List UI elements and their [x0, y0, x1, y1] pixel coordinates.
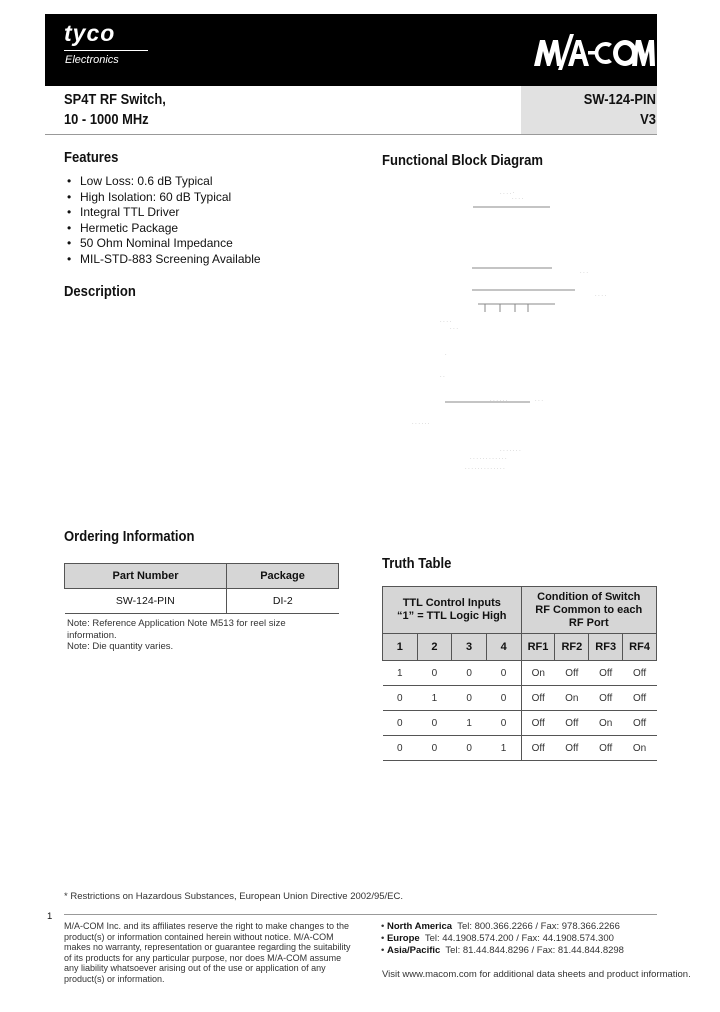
column-header: Package: [227, 564, 339, 589]
table-cell: Off: [555, 661, 589, 686]
ordering-note: Note: Reference Application Note M513 for reel size information.: [67, 618, 286, 641]
column-header: RF1: [521, 634, 555, 661]
svg-text:· · · ·: · · · ·: [440, 319, 452, 325]
table-cell: Off: [521, 711, 555, 736]
feature-item: • 50 Ohm Nominal Impedance: [64, 236, 364, 252]
tyco-logo-subtitle: Electronics: [65, 54, 119, 66]
condition-header-line: Condition of Switch: [537, 590, 641, 603]
column-header: 3: [452, 634, 487, 661]
table-row: [383, 711, 657, 736]
column-header: RF3: [589, 634, 623, 661]
table-row: [383, 736, 657, 761]
table-cell: Off: [589, 686, 623, 711]
ordering-note: Note: Die quantity varies.: [67, 641, 174, 652]
table-cell: On: [623, 736, 657, 761]
feature-item: • High Isolation: 60 dB Typical: [64, 190, 364, 206]
macom-logo: [532, 32, 656, 74]
table-cell: On: [521, 661, 555, 686]
svg-text:· · · · · ·: · · · · · ·: [490, 398, 508, 404]
table-row: [65, 589, 339, 614]
truth-table-heading: Truth Table: [382, 556, 452, 572]
features-heading: Features: [64, 150, 119, 166]
contact-numbers: Tel: 81.44.844.8296 / Fax: 81.44.844.8298: [445, 945, 624, 957]
svg-text:· · · · · · ·: · · · · · · ·: [500, 448, 521, 454]
svg-text:·: ·: [445, 352, 447, 358]
contact-asia-pacific: • Asia/Pacific Tel: 81.44.844.8296 / Fax: 81.44.844.8298: [381, 945, 624, 957]
part-number-cell: SW-124-PIN: [65, 589, 227, 614]
website-link[interactable]: Visit www.macom.com for additional data sheets and product information.: [382, 969, 691, 980]
product-title: [64, 90, 166, 130]
feature-item: • Integral TTL Driver: [64, 205, 364, 221]
condition-header-line: RF Common to each: [535, 603, 643, 616]
table-cell: 1: [417, 686, 452, 711]
ordering-table-header: [65, 564, 339, 589]
table-cell: Off: [555, 736, 589, 761]
table-cell: Off: [589, 736, 623, 761]
region-label: North America: [386, 921, 453, 932]
svg-text:· · · ·: · · · ·: [512, 196, 524, 202]
version: V3: [640, 111, 656, 128]
svg-text:· · · · · ·: · · · · · ·: [412, 421, 430, 427]
footer-divider: [64, 914, 657, 915]
page-number: 1: [47, 911, 53, 922]
feature-item: • Low Loss: 0.6 dB Typical: [64, 174, 364, 190]
svg-text:. . . . ·: . . . . ·: [500, 190, 515, 196]
block-diagram-image: [400, 180, 620, 480]
svg-text:· · · · · · · · · · · · ·: · · · · · · · · · · · · ·: [465, 466, 505, 472]
contact-numbers: Tel: 800.366.2266 / Fax: 978.366.2266: [457, 921, 620, 932]
legal-disclaimer: M/A-COM Inc. and its affiliates reserve the right to make changes to the product(s) or information contained herein without notice. M/A-COM makes no warranty, representation or guarantee regarding the suitability of its products for any particular purpose, nor does M/A-COM assume any liability whatsoever arising out of the use or application of any product(s) or information.: [64, 921, 351, 984]
part-number: SW-124-PIN: [583, 91, 656, 108]
switch-condition-header: [521, 587, 656, 634]
table-cell: 0: [417, 736, 452, 761]
ttl-header-line: TTL Control Inputs: [402, 597, 501, 609]
table-cell: 1: [383, 661, 418, 686]
table-cell: 1: [452, 711, 487, 736]
svg-text:· · ·: · · ·: [535, 398, 543, 404]
table-cell: 0: [383, 711, 418, 736]
feature-item: • Hermetic Package: [64, 221, 364, 237]
condition-header-line: RF Port: [568, 616, 609, 629]
svg-text:· · · ·: · · · ·: [595, 293, 607, 299]
table-cell: 0: [452, 686, 487, 711]
product-title-line2: 10 - 1000 MHz: [64, 111, 149, 128]
truth-table-column-header: [383, 634, 657, 661]
part-number-block: [584, 90, 656, 130]
table-cell: On: [589, 711, 623, 736]
contact-europe: • Europe Tel: 44.1908.574.200 / Fax: 44.1908.574.300: [381, 933, 614, 945]
table-cell: 0: [417, 711, 452, 736]
column-header: 4: [486, 634, 521, 661]
tyco-logo: tyco: [64, 20, 116, 46]
table-cell: 0: [383, 736, 418, 761]
ordering-table: [64, 563, 339, 614]
block-diagram-heading: Functional Block Diagram: [382, 153, 543, 169]
table-cell: Off: [623, 686, 657, 711]
column-header: 2: [417, 634, 452, 661]
svg-text:· · · · · · · · · · · ·: · · · · · · · · · · · ·: [470, 456, 507, 462]
column-header: RF4: [623, 634, 657, 661]
truth-table: [382, 586, 657, 761]
contact-list: [381, 921, 624, 958]
ttl-header-line: “1” = TTL Logic High: [397, 610, 507, 622]
ordering-heading: Ordering Information: [64, 529, 195, 545]
package-cell: DI-2: [227, 589, 339, 614]
rohs-note: * Restrictions on Hazardous Substances, European Union Directive 2002/95/EC.: [64, 891, 404, 902]
contact-numbers: Tel: 44.1908.574.200 / Fax: 44.1908.574.300: [424, 933, 614, 945]
table-cell: 0: [417, 661, 452, 686]
svg-text:· · ·: · · ·: [580, 270, 588, 276]
svg-text:· · ·: · · ·: [450, 326, 458, 332]
svg-text:· ·: · ·: [440, 374, 445, 380]
table-cell: Off: [555, 711, 589, 736]
contact-north-america: • North America Tel: 800.366.2266 / Fax: 978.366.2266: [381, 921, 620, 932]
table-cell: Off: [589, 661, 623, 686]
table-cell: 0: [486, 711, 521, 736]
region-label: Asia/Pacific: [386, 945, 441, 957]
ttl-inputs-header: [383, 587, 522, 634]
column-header: RF2: [555, 634, 589, 661]
table-cell: Off: [623, 661, 657, 686]
region-label: Europe: [386, 933, 420, 945]
column-header: Part Number: [65, 564, 227, 589]
table-cell: On: [555, 686, 589, 711]
table-row: [383, 661, 657, 686]
table-cell: 0: [486, 686, 521, 711]
table-cell: Off: [623, 711, 657, 736]
table-cell: 1: [486, 736, 521, 761]
title-divider: [45, 134, 657, 135]
tyco-logo-rule: [64, 50, 148, 51]
table-cell: 0: [452, 736, 487, 761]
column-header: 1: [383, 634, 418, 661]
truth-table-group-header: [383, 587, 657, 634]
table-cell: 0: [383, 686, 418, 711]
ordering-notes: [67, 618, 327, 653]
table-cell: Off: [521, 736, 555, 761]
table-cell: Off: [521, 686, 555, 711]
features-list: [64, 174, 364, 268]
description-heading: Description: [64, 284, 136, 300]
product-title-line1: SP4T RF Switch,: [64, 91, 166, 108]
table-cell: 0: [452, 661, 487, 686]
table-row: [383, 686, 657, 711]
table-cell: 0: [486, 661, 521, 686]
feature-item: • MIL-STD-883 Screening Available: [64, 252, 364, 268]
